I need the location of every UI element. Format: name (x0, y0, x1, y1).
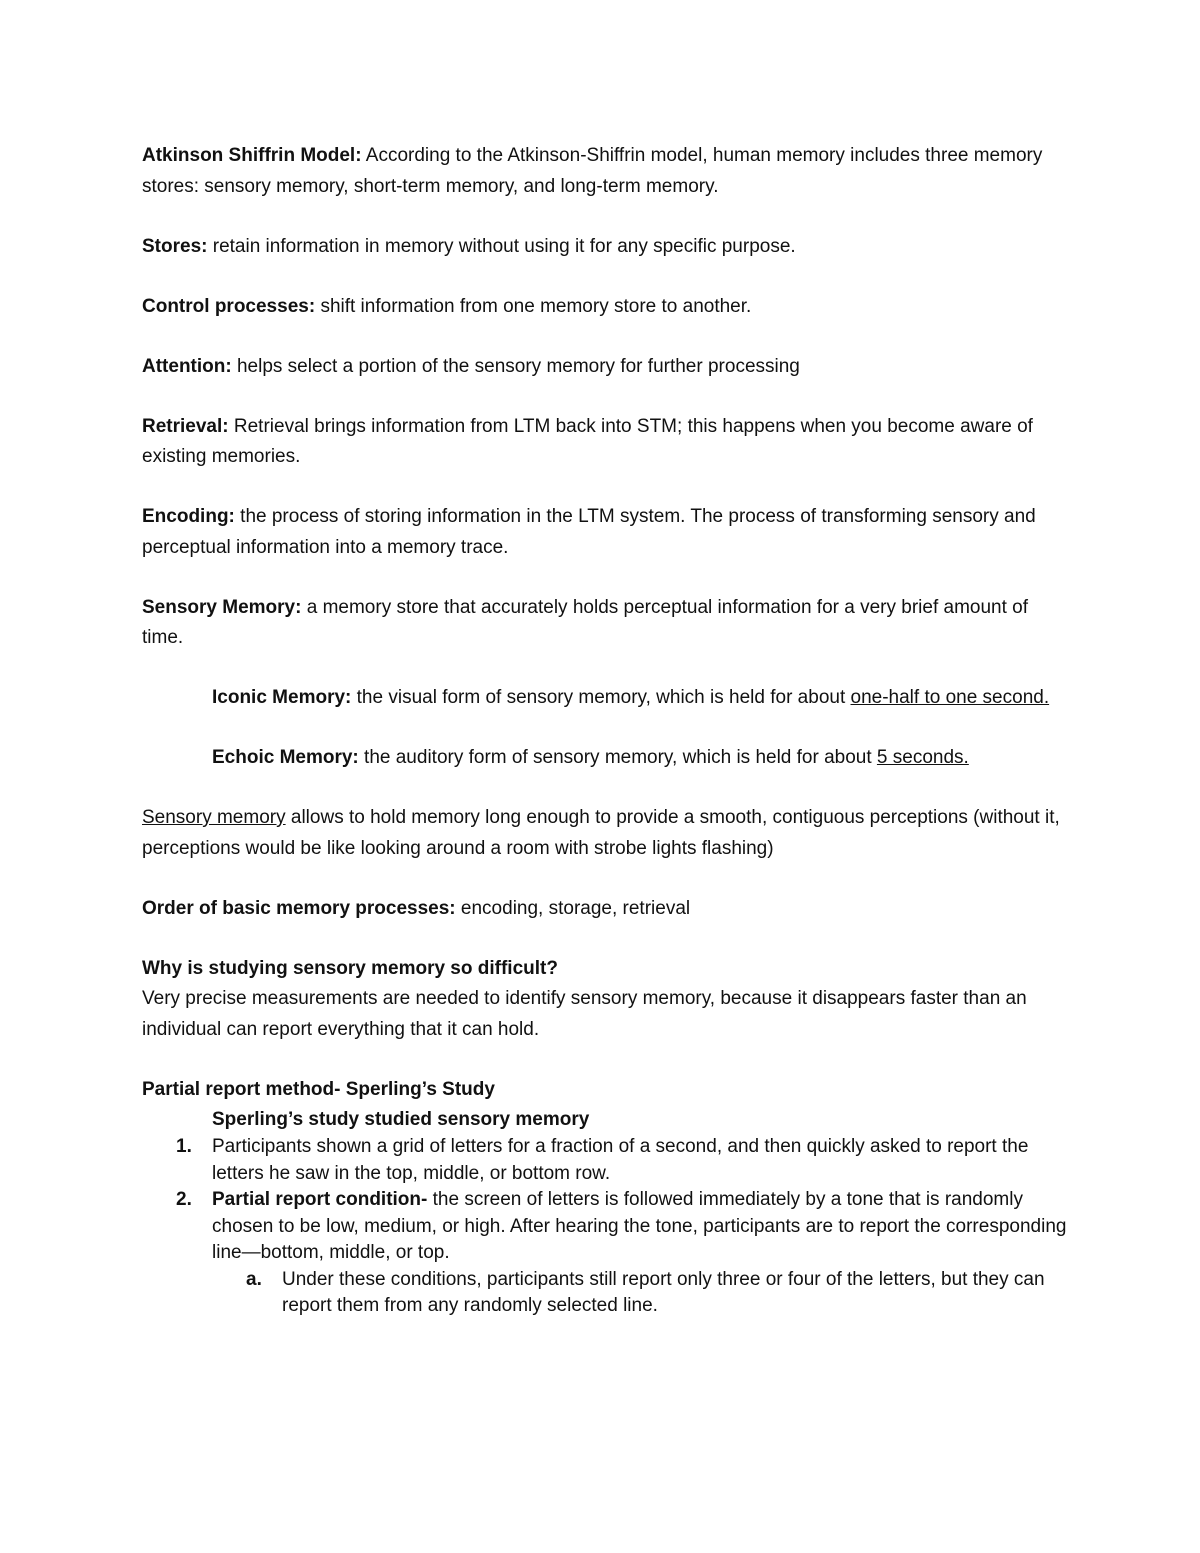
term-encoding: Encoding: (142, 506, 235, 527)
list-item-term: Partial report condition- (212, 1189, 428, 1210)
paragraph-atkinson-shiffrin (142, 141, 1072, 202)
definition-atkinson-shiffrin: According to the Atkinson-Shiffrin model, human memory includes three memory stores: sensory memory, short-term memory, and long-term memory. (142, 145, 1043, 197)
list-item-text: the screen of letters is followed immediately by a tone that is randomly chosen to be low, medium, or high. After hearing the tone, participants are to report the corresponding line—bottom, middle, or top. (212, 1189, 1067, 1263)
iconic-duration: one-half to one second. (850, 687, 1050, 708)
section-partial-report (142, 1075, 1072, 1320)
term-echoic-memory: Echoic Memory: (212, 747, 359, 768)
heading-partial-report-text: Partial report method- Sperling’s Study (142, 1078, 495, 1100)
term-retrieval: Retrieval: (142, 415, 229, 437)
paragraph-control-processes (142, 292, 1072, 323)
definition-stores: retain information in memory without using it for any specific purpose. (212, 235, 796, 257)
list-item (142, 1134, 1072, 1187)
term-sensory-memory: Sensory Memory: (142, 596, 302, 618)
subheading-sperling (212, 1105, 1072, 1134)
echoic-duration: 5 seconds. (876, 747, 969, 768)
definition-iconic-memory: the visual form of sensory memory, which is held for about (356, 687, 846, 708)
term-stores: Stores: (142, 235, 208, 257)
definition-encoding: the process of storing information in the LTM system. The process of transforming sensory and perceptual information into a memory trace. (142, 506, 1036, 558)
list-number: 2. (176, 1189, 192, 1210)
subheading-sperling-text: Sperling’s study studied sensory memory (212, 1109, 590, 1130)
paragraph-sensory-memory (142, 593, 1072, 654)
numbered-list (142, 1134, 1072, 1320)
term-attention: Attention: (142, 355, 232, 377)
paragraph-iconic-memory (212, 683, 1072, 714)
paragraph-stores (142, 232, 1072, 263)
term-order: Order of basic memory processes: (142, 897, 456, 919)
sub-list-item-text: Under these conditions, participants still report only three or four of the letters, but they can report them from any randomly selected line. (282, 1268, 1045, 1316)
section-why-difficult (142, 954, 1072, 1046)
sensory-note-text: allows to hold memory long enough to provide a smooth, contiguous perceptions (without it, perceptions would be like looking around a room with strobe lights flashing) (142, 807, 1060, 859)
definition-order: encoding, storage, retrieval (460, 897, 691, 919)
list-item (142, 1187, 1072, 1320)
list-item-text: Participants shown a grid of letters for a fraction of a second, and then quickly asked to report the letters he saw in the top, middle, or bottom row. (212, 1136, 1029, 1184)
sub-list (212, 1267, 1072, 1320)
definition-control-processes: shift information from one memory store to another. (320, 295, 752, 317)
document-page (142, 141, 1072, 1320)
paragraph-order (142, 894, 1072, 925)
term-control-processes: Control processes: (142, 295, 316, 317)
definition-retrieval: Retrieval brings information from LTM back into STM; this happens when you become aware of existing memories. (142, 415, 1033, 467)
paragraph-retrieval (142, 412, 1072, 473)
heading-partial-report (142, 1075, 1072, 1106)
paragraph-echoic-memory (212, 743, 1072, 774)
paragraph-sensory-note (142, 803, 1072, 864)
sub-list-item (212, 1267, 1072, 1320)
paragraph-encoding (142, 502, 1072, 563)
list-number: 1. (176, 1136, 192, 1157)
sensory-memory-underlined: Sensory memory (142, 807, 286, 828)
question-why-text: Why is studying sensory memory so difficult? (142, 957, 558, 979)
sub-list-letter: a. (246, 1268, 262, 1290)
definition-attention: helps select a portion of the sensory memory for further processing (236, 355, 800, 377)
term-iconic-memory: Iconic Memory: (212, 687, 352, 708)
definition-sensory-memory: a memory store that accurately holds perceptual information for a very brief amount of time. (142, 596, 1029, 648)
paragraph-attention (142, 352, 1072, 383)
term-atkinson-shiffrin: Atkinson Shiffrin Model: (142, 145, 362, 166)
answer-why-difficult: Very precise measurements are needed to identify sensory memory, because it disappears faster than an individual can report everything that it can hold. (142, 988, 1027, 1040)
question-why-difficult (142, 954, 1072, 985)
definition-echoic-memory: the auditory form of sensory memory, which is held for about (364, 747, 872, 768)
